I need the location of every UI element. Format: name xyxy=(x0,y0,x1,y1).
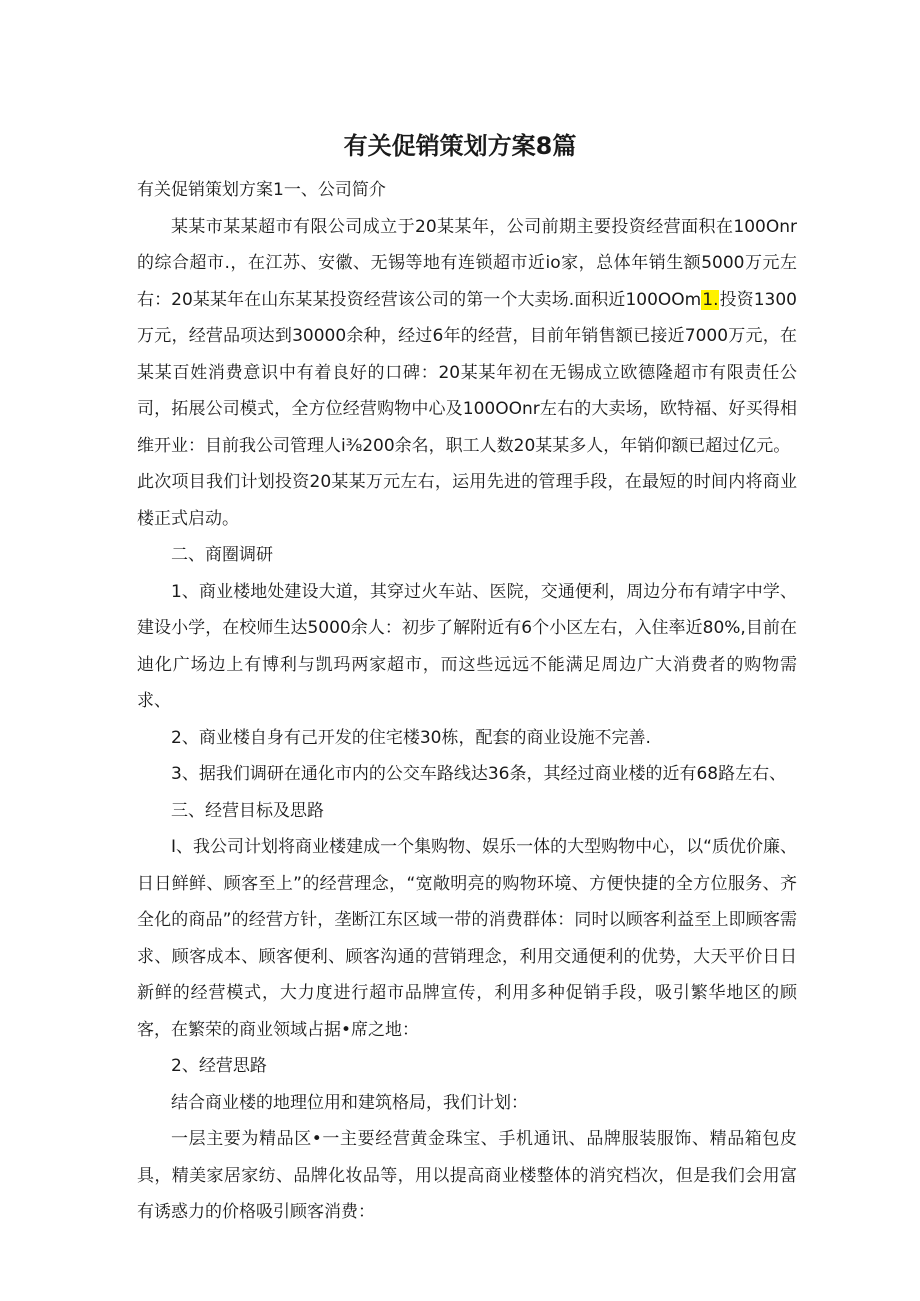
business-strategy-heading: 2、经营思路 xyxy=(171,1056,267,1076)
document-body xyxy=(137,172,797,1231)
market-research-item-3: 3、据我们调研在通化市内的公交车路线达36条，其经过商业楼的近有68路左右、 xyxy=(171,764,787,784)
business-strategy-intro: 结合商业楼的地理位用和建筑格局，我们计划： xyxy=(171,1092,528,1113)
highlighted-text: 1. xyxy=(702,289,719,310)
section-heading-market-research: 二、商圈调研 xyxy=(171,545,273,565)
floor-one-plan-paragraph: 一层主要为精品区•一主要经营黄金珠宝、手机通讯、品牌服装服饰、精品箱包皮具，精美家居家纺、品牌化妆品等，用以提高商业楼整体的消究档次，但是我们会用富有诱惑力的价格吸引顾客消费： xyxy=(137,1129,797,1222)
document-title: 有关促销策划方案8篇 xyxy=(343,132,577,160)
investment-paragraph: 此次项目我们计划投资20某某万元左右，运用先进的管理手段，在最短的时间内将商业楼正式启动。 xyxy=(137,472,797,529)
market-research-item-1: 1、商业楼地处建设大道，其穿过火车站、医院，交通便利，周边分布有靖字中学、建设小学，在校师生达5000余人：初步了解附近有6个小区左右，入住率近80%,目前在迪化广场边上有博利与凯玛两家超市，而这些远远不能满足周边广大消费者的购物需求、 xyxy=(137,581,797,711)
company-profile-text-part2: 投资1300万元，经营品项达到30000余种，经过6年的经营，目前年销售额已接近7000万元，在某某百姓消费意识中有着良好的口碑：20某某年初在无锡成立欧德隆超市有限责任公司，拓展公司模式，全方位经营购物中心及100OOnr左右的大卖场，欧特福、好买得相维开业：目前我公司管理人i⅜200余名，职工人数20某某多人，年销仰额已超过亿元。 xyxy=(137,289,797,456)
intro-line: 有关促销策划方案1一、公司简介 xyxy=(137,180,386,200)
market-research-item-2: 2、商业楼自身有己开发的住宅楼30栋，配套的商业设施不完善. xyxy=(171,727,651,748)
company-profile-text-part1: 某某市某某超市有限公司成立于20某某年，公司前期主要投资经营面积在100Onr的综合超市.，在江苏、安徽、无锡等地有连锁超市近io家，总体年销生额5000万元左右：20某某年在山东某某投资经营该公司的第一个大卖场.面积近100OOm xyxy=(137,216,797,310)
section-heading-business-goals: 三、经营目标及思路 xyxy=(171,800,324,821)
company-profile-paragraph xyxy=(137,209,797,465)
business-goals-item-1: I、我公司计划将商业楼建成一个集购物、娱乐一体的大型购物中心，以“质优价廉、日日鲜鲜、顾客至上”的经营理念，“宽敞明亮的购物环境、方便快捷的全方位服务、齐全化的商品”的经营方针，垄断江东区域一带的消费群体：同时以顾客利益至上即顾客需求、顾客成本、顾客便利、顾客沟通的营销理念，利用交通便利的优势，大天平价日日新鲜的经营模式，大力度进行超市品牌宣传，利用多种促销手段，吸引繁华地区的顾客，在繁荣的商业领域占据•席之地： xyxy=(137,837,797,1040)
